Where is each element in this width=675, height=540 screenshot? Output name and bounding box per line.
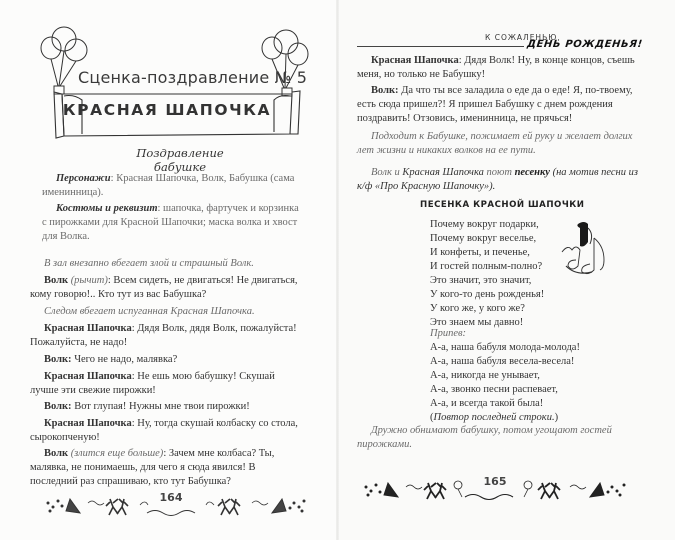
speaker: Красная Шапочка — [371, 55, 459, 66]
dialogue-line — [30, 322, 304, 350]
balloon-bunch-icon — [258, 28, 314, 98]
dialogue-line — [30, 353, 304, 367]
stage-direction — [30, 305, 304, 319]
song-verse — [430, 218, 544, 330]
dialogue-line — [357, 84, 640, 127]
speaker: Волк: — [44, 401, 72, 412]
stage-direction-text: Волк и — [371, 167, 403, 178]
stage-direction-text: (на мотив песни из к/ф «Про Красную Шапочку»). — [357, 167, 638, 193]
paren: ( — [430, 412, 434, 423]
dialogue-line — [30, 417, 304, 445]
song-line: Почему вокруг подарки, — [430, 219, 539, 230]
scene-subtitle: Поздравление бабушке — [136, 146, 224, 174]
characters-block — [42, 172, 304, 200]
song-line: Почему вокруг веселье, — [430, 233, 537, 244]
song-line: И конфеты, и печенье, — [430, 247, 530, 258]
stage-direction-text: поют — [483, 167, 515, 178]
song-line: А-а, никогда не унывает, — [430, 370, 540, 381]
speaker: Красная Шапочка — [44, 418, 132, 429]
running-head-bottom: ДЕНЬ РОЖДЕНЬЯ! — [526, 39, 644, 50]
dialogue-line — [30, 400, 304, 414]
stage-direction — [357, 130, 640, 158]
characters-text: : Красная Шапочка, Волк, Бабушка (сама именинница). — [42, 173, 295, 199]
line-text: Чего не надо, малявка? — [71, 354, 178, 365]
characters-label: Персонажи — [56, 173, 111, 184]
scene-number: Сценка-поздравление № 5 — [78, 68, 308, 87]
props-label: Костюмы и реквизит — [56, 203, 158, 214]
line-text: : Не ешь мою бабушку! Скушай лучше эти свежие пирожки! — [30, 371, 275, 397]
stage-direction-text: В зал внезапно вбегает злой и страшный Волк. — [44, 258, 254, 269]
song-line: Это значит, это значит, — [430, 275, 532, 286]
props-block — [42, 202, 304, 245]
music-notes-icon — [560, 218, 610, 278]
song-line: А-а, наша бабуля молода-молода! — [430, 342, 580, 353]
song-title: ПЕСЕНКА КРАСНОЙ ШАПОЧКИ — [420, 200, 585, 210]
repeat-note-text: Повтор последней строки. — [433, 412, 555, 423]
song-line: У кого-то день рожденья! — [430, 289, 545, 300]
song-chorus — [430, 327, 580, 425]
song-line: А-а, наша бабуля весела-весела! — [430, 356, 575, 367]
page-number: 165 — [483, 475, 507, 488]
speaker: Красная Шапочка — [44, 323, 132, 334]
stage-direction — [357, 424, 640, 452]
speaker: Волк: — [371, 85, 399, 96]
line-text: : Дядя Волк, дядя Волк, пожалуйста! Пожалуйста, не надо! — [30, 323, 297, 349]
speaker-note: (рычит) — [68, 275, 108, 286]
running-head-rule — [357, 46, 524, 47]
props-text: : шапочка, фартучек и корзинка с пирожками для Красной Шапочки; маска волка и хвост для Волка. — [42, 203, 299, 243]
repeat-note — [430, 411, 580, 425]
stage-direction-text: Дружно обнимают бабушку, потом угощают гостей пирожками. — [357, 425, 612, 451]
line-text: : Дядя Волк! Ну, в конце концов, съешь меня, но только не Бабушку! — [357, 55, 635, 81]
speaker: Волк — [44, 275, 69, 286]
line-text: Вот глупая! Нужны мне твои пирожки! — [71, 401, 250, 412]
stage-direction-text: песенку — [514, 167, 550, 178]
speaker: Волк: — [44, 354, 72, 365]
line-text: : Всем сидеть, не двигаться! Не двигаться, кому говорю!.. Кто тут из вас Бабушка? — [30, 275, 298, 301]
page-number: 164 — [159, 491, 183, 504]
chorus-label: Припев: — [430, 328, 467, 339]
stage-direction — [30, 257, 304, 271]
page-footer — [44, 493, 309, 519]
song-line: И гостей полным-полно? — [430, 261, 543, 272]
song-line: А-а, и всегда такой была! — [430, 398, 544, 409]
stage-direction-text: Красная Шапочка — [402, 167, 484, 178]
line-text: : Ну, тогда скушай колбаску со стола, сырокопченую! — [30, 418, 298, 444]
speaker: Красная Шапочка — [44, 371, 132, 382]
dialogue-line — [30, 274, 304, 302]
stage-direction-text: Подходит к Бабушке, пожимает ей руку и желает долгих лет жизни и никаких волков на ее пути. — [357, 131, 633, 157]
song-line: А-а, звонко песни распевает, — [430, 384, 558, 395]
song-line: У кого же, у кого же? — [430, 303, 525, 314]
paren: ) — [554, 412, 559, 423]
page-footer — [362, 477, 632, 503]
stage-direction — [357, 166, 640, 194]
line-text: : Зачем мне колбаса? Ты, малявка, не понимаешь, для чего я сюда явился! В последний раз спрашиваю, кто тут Бабушка? — [30, 448, 275, 488]
book-spine — [336, 0, 339, 540]
song-line: Это знаем мы давно! — [430, 317, 524, 328]
scene-title: КРАСНАЯ ШАПОЧКА — [62, 101, 272, 119]
stage-direction-text: Следом вбегает испуганная Красная Шапочка. — [44, 306, 255, 317]
dialogue-line — [30, 370, 304, 398]
dialogue-line — [30, 447, 304, 490]
running-head-top: К СОЖАЛЕНЬЮ, — [485, 33, 561, 42]
line-text: Да что ты все заладила о еде да о еде! Я, по-твоему, есть сюда пришел?! Я пришел Бабушку с днем рождения поздравить! Отзовись, именинница, не прячься! — [357, 85, 633, 125]
speaker-note: (злится еще больше) — [68, 448, 164, 459]
dialogue-line — [357, 54, 640, 82]
speaker: Волк — [44, 448, 69, 459]
